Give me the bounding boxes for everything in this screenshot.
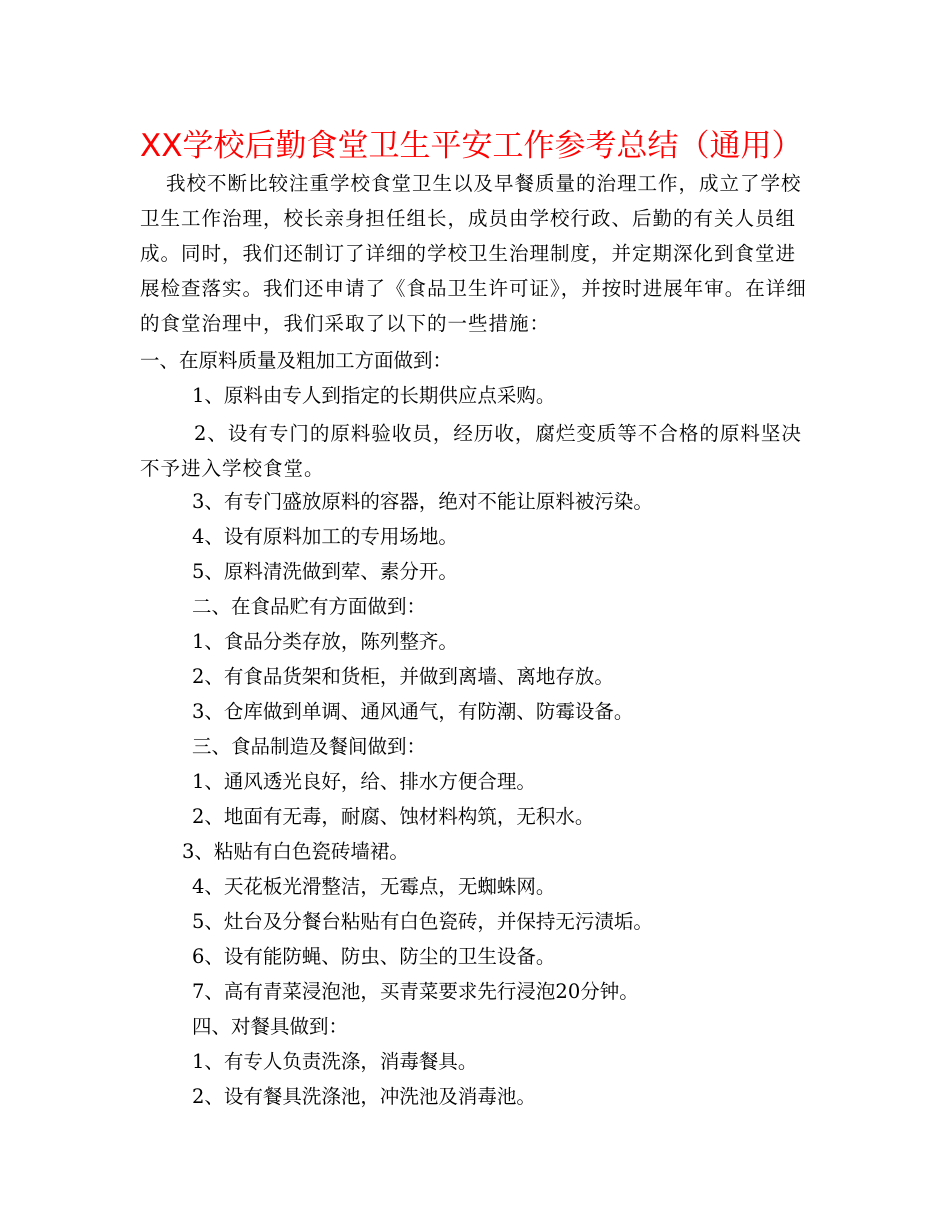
list-item: 5、灶台及分餐台粘贴有白色瓷砖，并保持无污渍垢。: [192, 910, 653, 933]
list-item: 3、有专门盛放原料的容器，绝对不能让原料被污染。: [192, 490, 653, 513]
list-item: 1、有专人负责洗涤，消毒餐具。: [192, 1050, 478, 1073]
list-item: 1、食品分类存放，陈列整齐。: [192, 630, 458, 653]
list-item: 5、原料清洗做到荤、素分开。: [192, 560, 458, 583]
list-item: 2、设有专门的原料验收员，经历收，腐烂变质等不合格的原料坚决不予进入学校食堂。: [140, 422, 802, 480]
list-item: 2、地面有无毒，耐腐、蚀材料构筑，无积水。: [192, 805, 595, 828]
intro-paragraph: 我校不断比较注重学校食堂卫生以及早餐质量的治理工作，成立了学校卫生工作治理，校长亲身担任组长，成员由学校行政、后勤的有关人员组成。同时，我们还制订了详细的学校卫生治理制度，并定期深化到食堂进展检查落实。我们还申请了《食品卫生许可证》，并按时进展年审。在详细的食堂治理中，我们采取了以下的一些措施：: [140, 172, 807, 335]
list-item: 4、设有原料加工的专用场地。: [192, 525, 458, 548]
section-heading-1: 一、在原料质量及粗加工方面做到：: [140, 349, 453, 372]
list-item: 3、粘贴有白色瓷砖墙裙。: [182, 840, 409, 863]
list-item: 1、通风透光良好，给、排水方便合理。: [192, 770, 536, 793]
list-item: 1、原料由专人到指定的长期供应点采购。: [192, 384, 556, 407]
document-title: XX学校后勤食堂卫生平安工作参考总结（通用）: [140, 128, 803, 164]
list-item: 2、有食品货架和货柜，并做到离墙、离地存放。: [192, 665, 614, 688]
section-heading-3: 三、食品制造及餐间做到：: [192, 735, 427, 758]
list-item: 4、天花板光滑整洁，无霉点，无蜘蛛网。: [192, 875, 556, 898]
list-item: 7、高有青菜浸泡池，买青菜要求先行浸泡20分钟。: [192, 980, 639, 1003]
section-heading-2: 二、在食品贮有方面做到：: [192, 595, 427, 618]
list-item: 3、仓库做到单调、通风通气，有防潮、防霉设备。: [192, 700, 634, 723]
list-item: 2、设有餐具洗涤池，冲洗池及消毒池。: [192, 1085, 536, 1108]
section-heading-4: 四、对餐具做到：: [192, 1015, 349, 1038]
list-item: 6、设有能防蝇、防虫、防尘的卫生设备。: [192, 945, 556, 968]
